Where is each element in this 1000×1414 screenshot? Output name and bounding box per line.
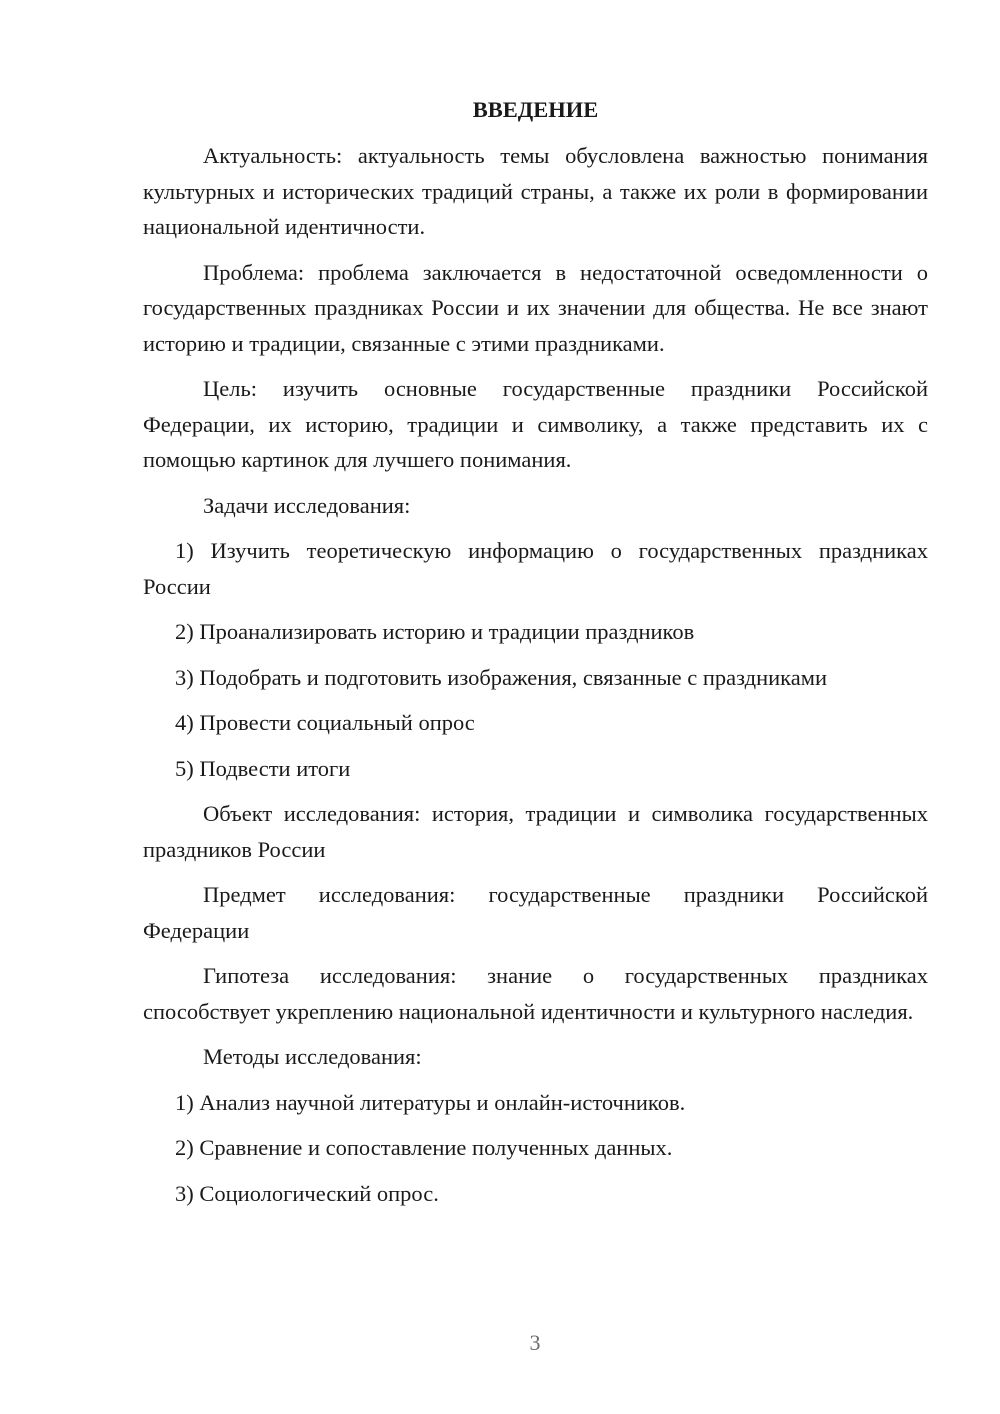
relevance-paragraph: Актуальность: актуальность темы обусловлена важностью понимания культурных и исторических традиций страны, а также их роли в формировании национальной идентичности. — [143, 143, 928, 239]
goal-paragraph: Цель: изучить основные государственные праздники Российской Федерации, их историю, традиции и символику, а также представить их с помощью картинок для лучшего понимания. — [143, 376, 928, 472]
hypothesis-paragraph: Гипотеза исследования: знание о государственных праздниках способствует укреплению национальной идентичности и культурного наследия. — [143, 963, 928, 1024]
section-title: ВВЕДЕНИЕ — [472, 97, 599, 122]
task-item: 5) Подвести итоги — [175, 755, 351, 781]
document-page — [143, 92, 928, 1221]
page-number: 3 — [529, 1330, 541, 1355]
methods-heading: Методы исследования: — [203, 1044, 422, 1069]
task-item: 2) Проанализировать историю и традиции праздников — [175, 619, 695, 644]
problem-paragraph: Проблема: проблема заключается в недостаточной осведомленности о государственных праздниках России и их значении для общества. Не все знают историю и традиции, связанные с этими праздниками. — [143, 259, 928, 356]
method-item: 3) Социологический опрос. — [175, 1180, 439, 1206]
method-item: 2) Сравнение и сопоставление полученных данных. — [175, 1135, 673, 1160]
method-item: 1) Анализ научной литературы и онлайн-источников. — [175, 1089, 686, 1115]
task-item: 1) Изучить теоретическую информацию о государственных праздниках России — [143, 538, 928, 599]
task-item: 4) Провести социальный опрос — [175, 710, 475, 735]
tasks-heading: Задачи исследования: — [203, 492, 411, 518]
subject-paragraph: Предмет исследования: государственные праздники Российской Федерации — [143, 882, 928, 943]
object-paragraph: Объект исследования: история, традиции и символика государственных праздников России — [143, 801, 928, 862]
task-item: 3) Подобрать и подготовить изображения, связанные с праздниками — [175, 664, 828, 690]
